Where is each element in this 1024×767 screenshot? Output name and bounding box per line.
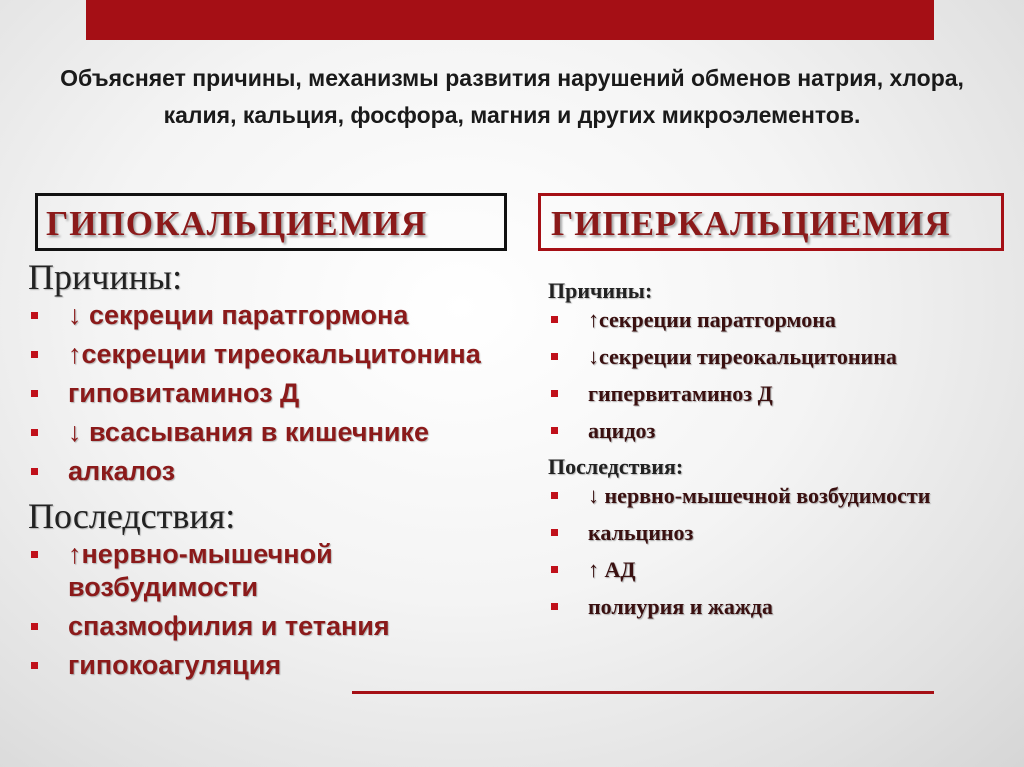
list-item xyxy=(548,518,998,547)
decorative-divider-line xyxy=(352,691,934,694)
top-banner-bar xyxy=(86,0,934,40)
list-item xyxy=(548,555,998,584)
bullet-icon xyxy=(551,566,558,573)
right-causes-title: Причины: xyxy=(548,278,653,303)
bullet-icon xyxy=(551,427,558,434)
bullet-icon xyxy=(551,390,558,397)
bullet-icon xyxy=(31,351,38,358)
list-item-text: ↑секреции паратгормона xyxy=(588,307,836,332)
list-item xyxy=(548,416,998,445)
list-item-text: ↓секреции тиреокальцитонина xyxy=(588,344,897,369)
bullet-icon xyxy=(31,662,38,669)
hypocalcemia-heading: ГИПОКАЛЬЦИЕМИЯ xyxy=(35,193,507,251)
bullet-icon xyxy=(31,390,38,397)
right-effects-list xyxy=(548,481,998,621)
list-item xyxy=(28,649,518,682)
list-item xyxy=(28,610,518,643)
list-item-text: ↑нервно-мышечной возбудимости xyxy=(68,539,333,602)
list-item xyxy=(548,305,998,334)
right-effects-title: Последствия: xyxy=(548,454,684,479)
list-item-text: ↑ АД xyxy=(588,557,636,582)
list-item-text: ↓ всасывания в кишечнике xyxy=(68,417,429,447)
bullet-icon xyxy=(551,603,558,610)
list-item xyxy=(28,377,518,410)
list-item-text: ↓ нервно-мышечной возбудимости xyxy=(588,483,931,508)
bullet-icon xyxy=(31,468,38,475)
list-item-text: ↑секреции тиреокальцитонина xyxy=(68,339,481,369)
left-effects-title: Последствия: xyxy=(28,496,236,536)
bullet-icon xyxy=(31,312,38,319)
bullet-icon xyxy=(551,529,558,536)
list-item xyxy=(28,338,518,371)
list-item-text: гиповитаминоз Д xyxy=(68,378,300,408)
hypercalcemia-heading: ГИПЕРКАЛЬЦИЕМИЯ xyxy=(538,193,1004,251)
list-item xyxy=(548,481,998,510)
list-item xyxy=(28,455,518,488)
bullet-icon xyxy=(551,316,558,323)
list-item-text: полиурия и жажда xyxy=(588,594,773,619)
hypercalcemia-column xyxy=(548,277,998,629)
bullet-icon xyxy=(551,492,558,499)
bullet-icon xyxy=(31,623,38,630)
list-item xyxy=(548,379,998,408)
list-item-text: спазмофилия и тетания xyxy=(68,611,390,641)
list-item-text: гипокоагуляция xyxy=(68,650,282,680)
bullet-icon xyxy=(551,353,558,360)
list-item xyxy=(28,416,518,449)
left-causes-title: Причины: xyxy=(28,257,183,297)
list-item-text: ↓ секреции паратгормона xyxy=(68,300,409,330)
list-item xyxy=(548,592,998,621)
list-item-text: гипервитаминоз Д xyxy=(588,381,773,406)
list-item xyxy=(28,299,518,332)
left-causes-list xyxy=(28,299,518,488)
bullet-icon xyxy=(31,429,38,436)
list-item xyxy=(28,538,518,604)
left-effects-list xyxy=(28,538,518,682)
slide-subtitle: Объясняет причины, механизмы развития нарушений обменов натрия, хлора, калия, кальция, фосфора, магния и других микроэлементов. xyxy=(60,65,964,128)
hypocalcemia-column xyxy=(28,255,518,688)
list-item xyxy=(548,342,998,371)
right-causes-list xyxy=(548,305,998,445)
list-item-text: ацидоз xyxy=(588,418,656,443)
list-item-text: алкалоз xyxy=(68,456,176,486)
list-item-text: кальциноз xyxy=(588,520,694,545)
bullet-icon xyxy=(31,551,38,558)
